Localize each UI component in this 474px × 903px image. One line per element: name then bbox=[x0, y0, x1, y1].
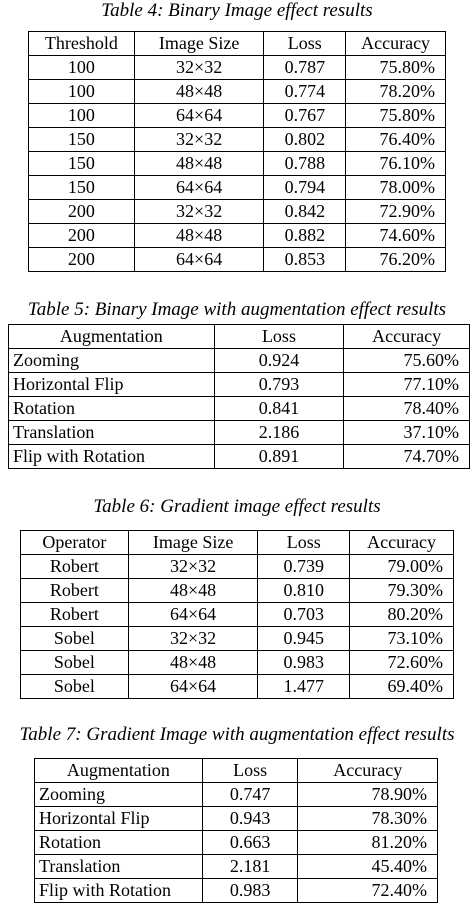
column-header: Image Size bbox=[134, 32, 264, 56]
table-row bbox=[9, 421, 470, 445]
table-row bbox=[29, 224, 446, 248]
table-cell: 0.842 bbox=[264, 200, 346, 224]
table-cell: 74.60% bbox=[346, 224, 446, 248]
column-header: Accuracy bbox=[344, 325, 470, 349]
table-cell: 76.40% bbox=[346, 128, 446, 152]
table-row bbox=[35, 831, 438, 855]
table-cell: 79.30% bbox=[350, 579, 454, 603]
table-row bbox=[29, 128, 446, 152]
table-row bbox=[21, 579, 454, 603]
table-cell: 0.891 bbox=[214, 445, 344, 469]
table-cell: 78.00% bbox=[346, 176, 446, 200]
table-cell: Robert bbox=[21, 579, 129, 603]
table-cell: 0.943 bbox=[202, 807, 298, 831]
table-cell: 64×64 bbox=[128, 675, 258, 699]
column-header: Accuracy bbox=[346, 32, 446, 56]
table-row bbox=[29, 176, 446, 200]
table-row bbox=[35, 807, 438, 831]
table-cell: Sobel bbox=[21, 627, 129, 651]
table-row bbox=[21, 603, 454, 627]
table-cell: Horizontal Flip bbox=[35, 807, 203, 831]
table-cell: 78.30% bbox=[298, 807, 438, 831]
table-cell: 48×48 bbox=[128, 579, 258, 603]
table-cell: 75.60% bbox=[344, 349, 470, 373]
table-cell: 64×64 bbox=[134, 176, 264, 200]
table-row bbox=[9, 445, 470, 469]
table-cell: Flip with Rotation bbox=[35, 879, 203, 903]
table-cell: Translation bbox=[9, 421, 215, 445]
table-cell: 32×32 bbox=[128, 627, 258, 651]
table-cell: 0.983 bbox=[202, 879, 298, 903]
column-header: Image Size bbox=[128, 531, 258, 555]
table-cell: Rotation bbox=[35, 831, 203, 855]
table5 bbox=[8, 324, 470, 469]
table-cell: 77.10% bbox=[344, 373, 470, 397]
table7 bbox=[34, 758, 438, 903]
column-header: Operator bbox=[21, 531, 129, 555]
table-cell: 75.80% bbox=[346, 56, 446, 80]
table-row bbox=[29, 248, 446, 272]
table-row bbox=[21, 555, 454, 579]
table-cell: 0.810 bbox=[258, 579, 350, 603]
table-cell: 0.703 bbox=[258, 603, 350, 627]
table-cell: 0.793 bbox=[214, 373, 344, 397]
table-row bbox=[35, 879, 438, 903]
table-cell: 0.945 bbox=[258, 627, 350, 651]
table-cell: 200 bbox=[29, 224, 135, 248]
table-cell: 0.882 bbox=[264, 224, 346, 248]
table4-caption: Table 4: Binary Image effect results bbox=[101, 0, 373, 21]
table-cell: 79.00% bbox=[350, 555, 454, 579]
table-row bbox=[9, 373, 470, 397]
table7-caption: Table 7: Gradient Image with augmentation effect results bbox=[19, 724, 455, 745]
table-row bbox=[29, 56, 446, 80]
table-cell: 0.853 bbox=[264, 248, 346, 272]
table-cell: Horizontal Flip bbox=[9, 373, 215, 397]
table-row bbox=[21, 675, 454, 699]
table-cell: 0.739 bbox=[258, 555, 350, 579]
table-row bbox=[35, 783, 438, 807]
table-cell: 0.802 bbox=[264, 128, 346, 152]
table-cell: 72.60% bbox=[350, 651, 454, 675]
table-cell: 0.983 bbox=[258, 651, 350, 675]
table-cell: 200 bbox=[29, 200, 135, 224]
table5-caption: Table 5: Binary Image with augmentation effect results bbox=[27, 299, 447, 320]
table-cell: 0.924 bbox=[214, 349, 344, 373]
table-row bbox=[21, 651, 454, 675]
table-cell: 32×32 bbox=[134, 128, 264, 152]
header-row bbox=[35, 759, 438, 783]
table-cell: Robert bbox=[21, 603, 129, 627]
table-row bbox=[29, 104, 446, 128]
table-cell: 64×64 bbox=[128, 603, 258, 627]
table-cell: 81.20% bbox=[298, 831, 438, 855]
table6 bbox=[20, 530, 454, 699]
table-cell: Robert bbox=[21, 555, 129, 579]
header-row bbox=[29, 32, 446, 56]
column-header: Loss bbox=[214, 325, 344, 349]
table-cell: 200 bbox=[29, 248, 135, 272]
table-cell: 0.841 bbox=[214, 397, 344, 421]
table-cell: 64×64 bbox=[134, 104, 264, 128]
table-cell: 32×32 bbox=[134, 56, 264, 80]
table-cell: 78.90% bbox=[298, 783, 438, 807]
table-cell: Flip with Rotation bbox=[9, 445, 215, 469]
table-cell: 150 bbox=[29, 176, 135, 200]
table-cell: 37.10% bbox=[344, 421, 470, 445]
table-cell: 48×48 bbox=[128, 651, 258, 675]
table-cell: 74.70% bbox=[344, 445, 470, 469]
table-cell: Sobel bbox=[21, 675, 129, 699]
table-cell: Rotation bbox=[9, 397, 215, 421]
column-header: Loss bbox=[264, 32, 346, 56]
table-cell: 72.40% bbox=[298, 879, 438, 903]
table-row bbox=[29, 152, 446, 176]
table-cell: 100 bbox=[29, 104, 135, 128]
header-row bbox=[9, 325, 470, 349]
table-cell: Sobel bbox=[21, 651, 129, 675]
table-cell: 0.788 bbox=[264, 152, 346, 176]
header-row bbox=[21, 531, 454, 555]
table-cell: 0.787 bbox=[264, 56, 346, 80]
column-header: Loss bbox=[202, 759, 298, 783]
column-header: Augmentation bbox=[35, 759, 203, 783]
table-cell: 48×48 bbox=[134, 224, 264, 248]
table-cell: 48×48 bbox=[134, 80, 264, 104]
table-cell: 72.90% bbox=[346, 200, 446, 224]
table-cell: 0.767 bbox=[264, 104, 346, 128]
table-cell: 0.794 bbox=[264, 176, 346, 200]
table-row bbox=[21, 627, 454, 651]
table-cell: 73.10% bbox=[350, 627, 454, 651]
table-row bbox=[9, 349, 470, 373]
table-cell: 0.747 bbox=[202, 783, 298, 807]
column-header: Loss bbox=[258, 531, 350, 555]
table-cell: 48×48 bbox=[134, 152, 264, 176]
table-cell: 0.774 bbox=[264, 80, 346, 104]
table-cell: 80.20% bbox=[350, 603, 454, 627]
table-row bbox=[29, 80, 446, 104]
table6-caption: Table 6: Gradient image effect results bbox=[93, 496, 381, 517]
table-cell: 32×32 bbox=[128, 555, 258, 579]
table-cell: 32×32 bbox=[134, 200, 264, 224]
table-cell: 75.80% bbox=[346, 104, 446, 128]
table-cell: Zooming bbox=[9, 349, 215, 373]
table4 bbox=[28, 31, 446, 272]
table-cell: 2.186 bbox=[214, 421, 344, 445]
table-cell: 45.40% bbox=[298, 855, 438, 879]
table-cell: 2.181 bbox=[202, 855, 298, 879]
table-cell: 64×64 bbox=[134, 248, 264, 272]
table-row bbox=[29, 200, 446, 224]
table-cell: 69.40% bbox=[350, 675, 454, 699]
table-cell: 78.40% bbox=[344, 397, 470, 421]
table-cell: Translation bbox=[35, 855, 203, 879]
column-header: Accuracy bbox=[298, 759, 438, 783]
table-cell: 150 bbox=[29, 128, 135, 152]
column-header: Augmentation bbox=[9, 325, 215, 349]
table-cell: 76.20% bbox=[346, 248, 446, 272]
table-cell: 1.477 bbox=[258, 675, 350, 699]
table-row bbox=[9, 397, 470, 421]
column-header: Accuracy bbox=[350, 531, 454, 555]
table-cell: 100 bbox=[29, 56, 135, 80]
table-row bbox=[35, 855, 438, 879]
table-cell: 76.10% bbox=[346, 152, 446, 176]
table-cell: 100 bbox=[29, 80, 135, 104]
table-cell: Zooming bbox=[35, 783, 203, 807]
column-header: Threshold bbox=[29, 32, 135, 56]
table-cell: 150 bbox=[29, 152, 135, 176]
table-cell: 0.663 bbox=[202, 831, 298, 855]
table-cell: 78.20% bbox=[346, 80, 446, 104]
